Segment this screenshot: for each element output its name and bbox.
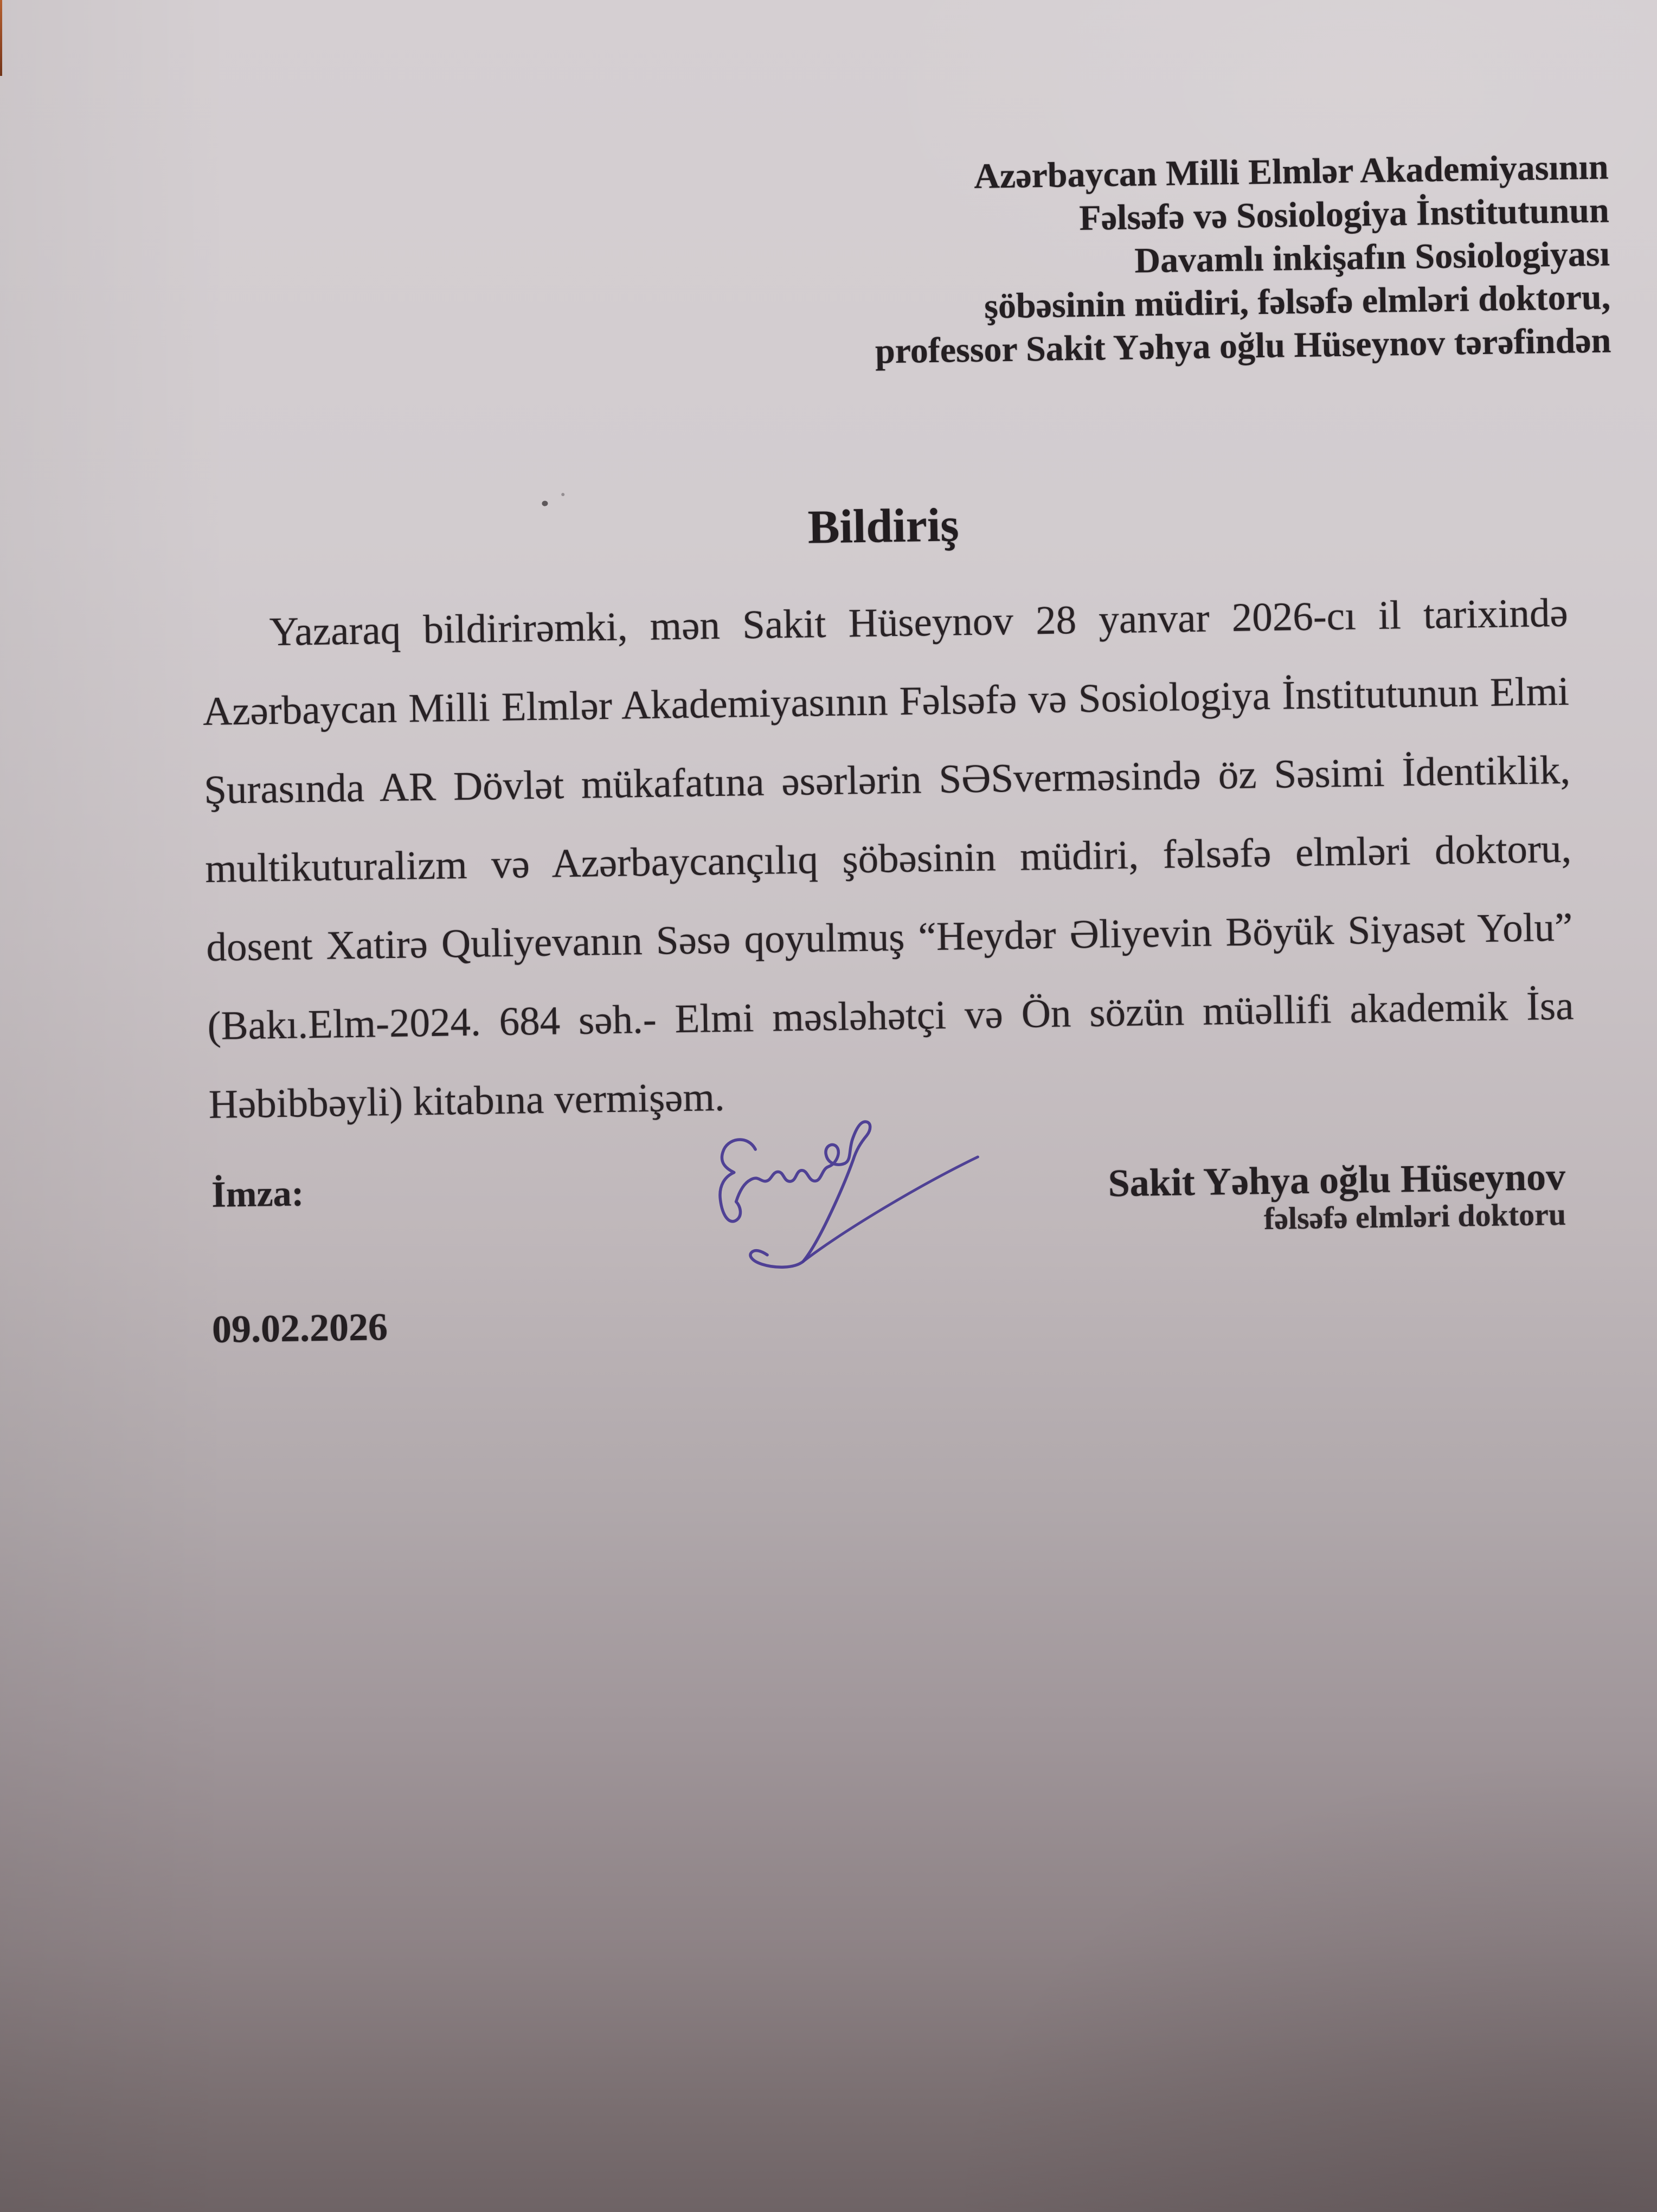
body-line: multikuturalizm və Azərbaycançılıq şöbəsinin müdiri, fəlsəfə elmləri doktoru,	[204, 826, 1572, 892]
document-title: Bildiriş	[807, 499, 960, 554]
letterhead	[872, 145, 1611, 373]
body-line: Şurasında AR Dövlət mükafatına əsərlərin SƏSverməsində öz Səsimi İdentiklik,	[203, 747, 1571, 813]
letterhead-line: şöbəsinin müdiri, fəlsəfə elmləri doktoru,	[984, 277, 1611, 326]
body-line: Azərbaycan Milli Elmlər Akademiyasının Fəlsəfə və Sosiologiya İnstitutunun Elmi	[202, 668, 1570, 735]
signature-icon	[666, 1082, 1022, 1277]
letterhead-line: Davamlı inkişafın Sosiologiyası	[1134, 234, 1610, 281]
letterhead-line: professor Sakit Yəhya oğlu Hüseynov tərəfindən	[875, 320, 1611, 371]
body-line: Həbibbəyli) kitabına vermişəm.	[208, 1074, 725, 1127]
body-line: (Bakı.Elm-2024. 684 səh.- Elmi məsləhətçi və Ön sözün müəllifi akademik İsa	[207, 983, 1575, 1049]
body-paragraph	[201, 574, 1576, 1144]
body-line: Yazaraq bildirirəmki, mən Sakit Hüseynov 28 yanvar 2026-cı il tarixində	[269, 590, 1569, 655]
letterhead-line: Azərbaycan Milli Elmlər Akademiyasının	[973, 147, 1609, 196]
body-line: dosent Xatirə Quliyevanın Səsə qoyulmuş “Heydər Əliyevin Böyük Siyasət Yolu”	[205, 904, 1573, 970]
letterhead-line: Fəlsəfə və Sosiologiya İnstitutunun	[1078, 190, 1610, 238]
ink-speck	[561, 493, 564, 496]
imza-label: İmza:	[211, 1172, 304, 1215]
document-date: 09.02.2026	[211, 1305, 388, 1351]
signer-name: Sakit Yəhya oğlu Hüseynov	[1108, 1154, 1566, 1205]
signer-title: fəlsəfə elmləri doktoru	[1263, 1196, 1566, 1237]
